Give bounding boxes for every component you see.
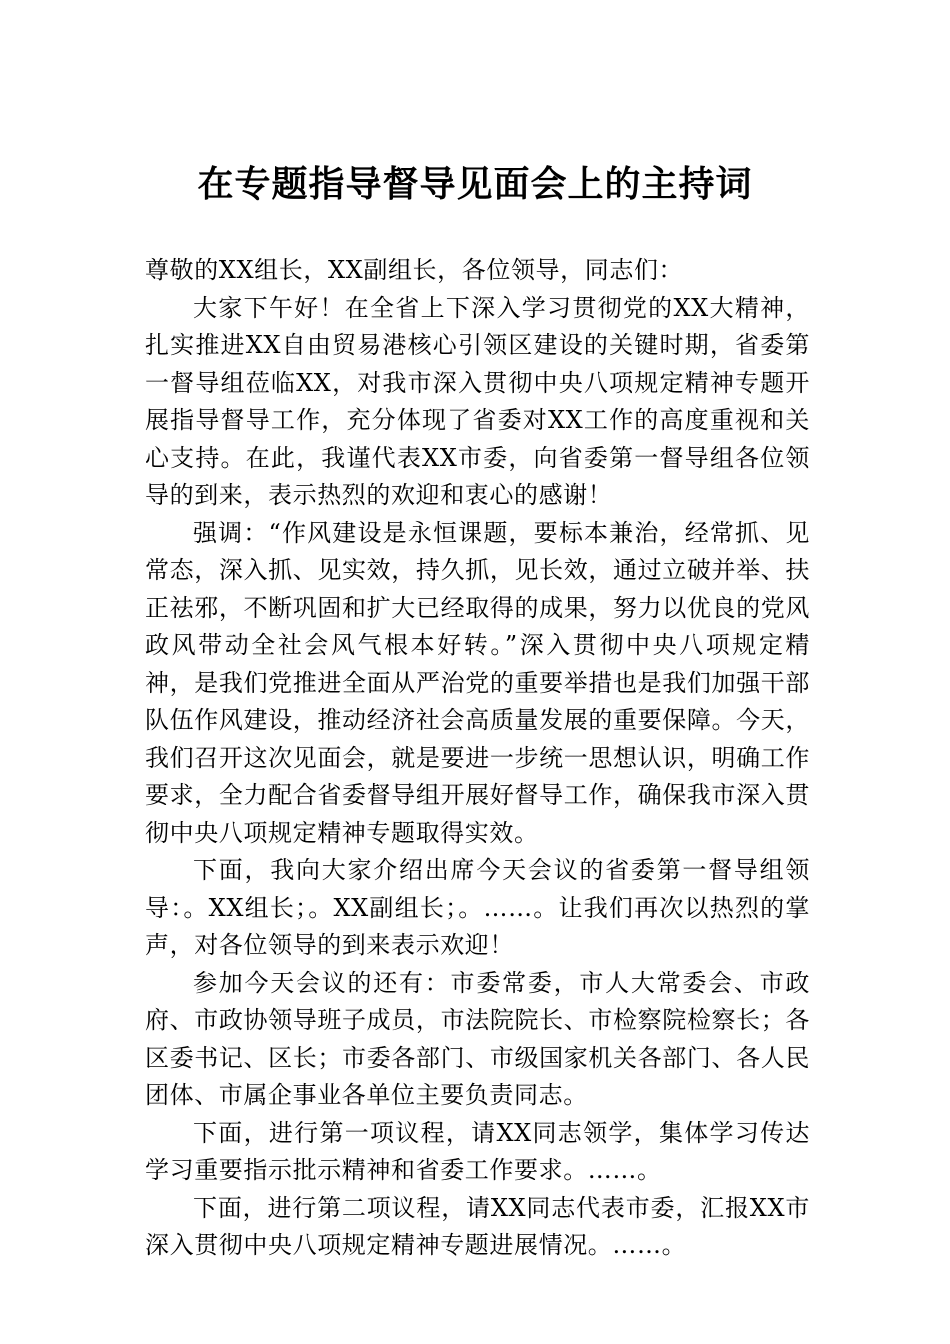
paragraph-welcome: 大家下午好！在全省上下深入学习贯彻党的XX大精神，扎实推进XX自由贸易港核心引领区建设的关键时期，省委第一督导组莅临XX，对我市深入贯彻中央八项规定精神专题开展指导督导工作，充分体现了省委对XX工作的高度重视和关心支持。在此，我谨代表XX市委，向省委第一督导组各位领导的到来，表示热烈的欢迎和衷心的感谢！ xyxy=(145,293,810,509)
paragraph-emphasis: 强调：“作风建设是永恒课题，要标本兼治，经常抓、见常态，深入抓、见实效，持久抓，见长效，通过立破并举、扶正祛邪，不断巩固和扩大已经取得的成果，努力以优良的党风政风带动全社会风气根本好转。”深入贯彻中央八项规定精神，是我们党推进全面从严治党的重要举措也是我们加强干部队伍作风建设，推动经济社会高质量发展的重要保障。今天，我们召开这次见面会，就是要进一步统一思想认识，明确工作要求，全力配合省委督导组开展好督导工作，确保我市深入贯彻中央八项规定精神专题取得实效。 xyxy=(145,518,810,847)
paragraph-agenda-first: 下面，进行第一项议程，请XX同志领学，集体学习传达学习重要指示批示精神和省委工作要求。……。 xyxy=(145,1118,810,1184)
salutation: 尊敬的XX组长，XX副组长，各位领导，同志们： xyxy=(145,256,684,284)
document-body xyxy=(145,252,810,1265)
paragraph-attendees: 参加今天会议的还有：市委常委，市人大常委会、市政府、市政协领导班子成员，市法院院长、市检察院检察长；各区委书记、区长；市委各部门、市级国家机关各部门、各人民团体、市属企事业各单位主要负责同志。 xyxy=(145,968,810,1109)
document-title: 在专题指导督导见面会上的主持词 xyxy=(197,163,753,205)
paragraph-introduction: 下面，我向大家介绍出席今天会议的省委第一督导组领导：。XX组长；。XX副组长；。……。让我们再次以热烈的掌声，对各位领导的到来表示欢迎！ xyxy=(145,856,810,959)
paragraph-agenda-second: 下面，进行第二项议程，请XX同志代表市委，汇报XX市深入贯彻中央八项规定精神专题进展情况。……。 xyxy=(145,1193,810,1259)
